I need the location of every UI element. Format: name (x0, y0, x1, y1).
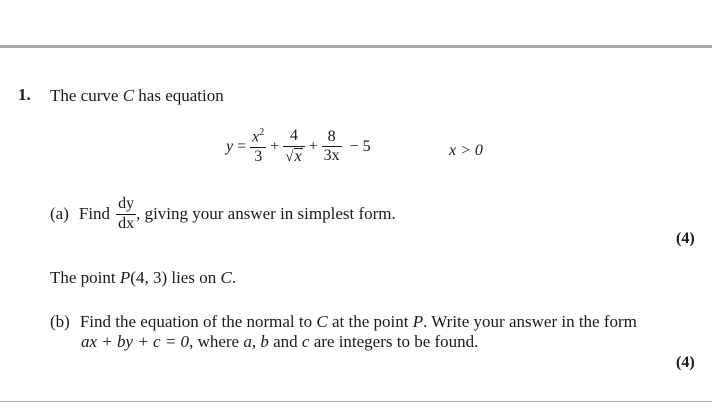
eq-term-2: 4 √ x (283, 128, 304, 166)
point-statement: The point P(4, 3) lies on C. (50, 268, 237, 287)
eq-term-1: $\frac{x^2}{3}$ (252, 127, 265, 166)
eq-plus-1: + (270, 137, 280, 155)
part-b-label: (b) (50, 312, 70, 331)
bottom-divider (0, 401, 712, 402)
eq-plus-2: + (308, 137, 318, 155)
part-b-line-2: ax + by + c = 0, where a, b and c are integers to be found. (81, 332, 479, 351)
curve-equation (226, 128, 375, 166)
part-b-line-1: (b) Find the equation of the normal to C at the point P. Write your answer in the form (50, 312, 637, 331)
eq-minus-5: − 5 (349, 137, 371, 155)
eq-y: y (226, 137, 234, 155)
domain-condition: x > 0 (449, 142, 483, 159)
eq-equals: = (237, 137, 247, 155)
question-intro: The curve C has equation (50, 86, 224, 105)
question-number: 1. (18, 85, 31, 104)
part-a: (a) Find $\frac{dy}{dx}$ , giving your answer in simplest form. (50, 195, 396, 232)
part-a-label: (a) (50, 204, 69, 224)
derivative-dy-dx: $\frac{dy}{dx}$ (118, 195, 135, 232)
top-divider (0, 45, 712, 48)
part-a-marks: (4) (676, 230, 695, 247)
eq-term-3: $\frac{8}{3x}$ (323, 127, 340, 165)
part-b-marks: (4) (676, 354, 695, 371)
